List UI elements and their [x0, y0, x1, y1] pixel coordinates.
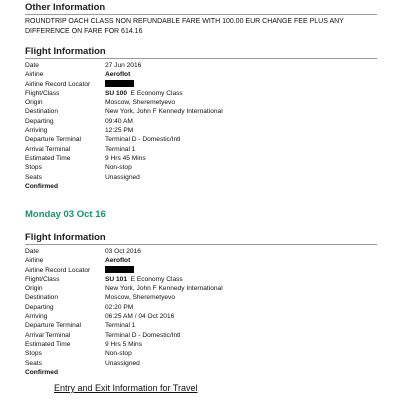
flight1-date-row	[25, 61, 377, 70]
flight1-origin-row	[25, 98, 377, 107]
flight-class-label: Flight/Class	[25, 89, 60, 97]
departing-label: Departing	[25, 303, 54, 311]
flight2-status: Confirmed	[25, 368, 58, 376]
flight-class-label: Flight/Class	[25, 275, 60, 283]
arriving-value: 12:25 PM	[105, 127, 134, 135]
divider	[25, 244, 377, 245]
dep-terminal-label: Departure Terminal	[25, 136, 81, 144]
redacted-block	[105, 266, 134, 273]
flight1-airline-row	[25, 70, 377, 79]
destination-value: New York, John F Kennedy International	[105, 108, 223, 116]
stops-label: Stops	[25, 350, 42, 358]
arr-terminal-label: Arrival Terminal	[25, 331, 71, 339]
airline-label: Airline	[25, 257, 44, 265]
flight2-departing-row	[25, 303, 377, 312]
seats-value: Unassigned	[105, 173, 140, 181]
est-time-label: Estimated Time	[25, 154, 71, 162]
origin-value: New York, John F Kennedy International	[105, 285, 223, 293]
flight2-class-row	[25, 275, 377, 284]
arriving-label: Arriving	[25, 127, 48, 135]
flight1-stops-row	[25, 163, 377, 172]
flight-number: SU 100	[105, 89, 127, 97]
dep-terminal-value: Terminal D - Domestic/Intl	[105, 136, 181, 144]
arr-terminal-label: Arrival Terminal	[25, 145, 71, 153]
dep-terminal-label: Departure Terminal	[25, 322, 81, 330]
flight2-seats-row	[25, 359, 377, 368]
locator-value	[105, 266, 134, 275]
flight1-destination-row	[25, 107, 377, 116]
flight1-arr-terminal-row	[25, 145, 377, 154]
flight2-est-time-row	[25, 340, 377, 349]
date-label: Date	[25, 248, 39, 255]
stops-label: Stops	[25, 164, 42, 172]
flight2-locator-row	[25, 266, 377, 275]
flight1-est-time-row	[25, 154, 377, 163]
flight2-airline-row	[25, 256, 377, 265]
locator-label: Airline Record Locator	[25, 80, 91, 88]
departing-value: 09:40 AM	[105, 117, 133, 125]
flight2-stops-row	[25, 349, 377, 358]
flight-class-value	[105, 275, 183, 284]
airline-label: Airline	[25, 71, 44, 79]
est-time-label: Estimated Time	[25, 340, 71, 348]
stops-value: Non-stop	[105, 164, 132, 172]
dep-terminal-value: Terminal 1	[105, 322, 136, 330]
flight2-arr-terminal-row	[25, 331, 377, 340]
airline-value: Aeroflot	[105, 257, 131, 265]
destination-value: Moscow, Sheremetyevo	[105, 294, 175, 302]
departing-value: 02:20 PM	[105, 303, 134, 311]
flight-class-value	[105, 89, 183, 98]
cabin-class: E Economy Class	[130, 89, 183, 97]
flight1-seats-row	[25, 173, 377, 182]
redacted-block	[105, 80, 134, 87]
flight2-title: Flight Information	[25, 232, 106, 243]
locator-value	[105, 80, 134, 89]
arr-terminal-value: Terminal 1	[105, 145, 136, 153]
day-heading: Monday 03 Oct 16	[25, 209, 106, 220]
flight2-date-row	[25, 247, 377, 256]
divider	[25, 58, 377, 59]
seats-value: Unassigned	[105, 359, 140, 367]
entry-exit-info-link[interactable]: Entry and Exit Information for Travel	[54, 383, 198, 393]
seats-label: Seats	[25, 359, 42, 367]
flight1-arriving-row	[25, 126, 377, 135]
flight2-destination-row	[25, 293, 377, 302]
flight2-origin-row	[25, 284, 377, 293]
seats-label: Seats	[25, 173, 42, 181]
flight1-departing-row	[25, 117, 377, 126]
date-value: 27 Jun 2016	[105, 62, 142, 69]
origin-label: Origin	[25, 99, 43, 107]
flight1-title: Flight Information	[25, 46, 106, 57]
arr-terminal-value: Terminal D - Domestic/Intl	[105, 331, 181, 339]
locator-label: Airline Record Locator	[25, 266, 91, 274]
flight2-dep-terminal-row	[25, 321, 377, 330]
airline-value: Aeroflot	[105, 71, 131, 79]
stops-value: Non-stop	[105, 350, 132, 358]
arriving-value: 06:25 AM / 04 Oct 2016	[105, 313, 175, 321]
origin-value: Moscow, Sheremetyevo	[105, 99, 175, 107]
flight1-details	[25, 61, 377, 191]
date-value: 03 Oct 2016	[105, 248, 141, 255]
est-time-value: 9 Hrs 5 Mins	[105, 340, 143, 348]
flight1-status: Confirmed	[25, 182, 58, 190]
cabin-class: E Economy Class	[130, 275, 183, 283]
flight2-arriving-row	[25, 312, 377, 321]
origin-label: Origin	[25, 285, 43, 293]
flight-number: SU 101	[105, 275, 127, 283]
destination-label: Destination	[25, 294, 58, 302]
other-info-title: Other Information	[25, 2, 106, 13]
est-time-value: 9 Hrs 45 Mins	[105, 154, 146, 162]
flight1-locator-row	[25, 80, 377, 89]
date-label: Date	[25, 62, 39, 69]
flight1-dep-terminal-row	[25, 135, 377, 144]
flight1-class-row	[25, 89, 377, 98]
flight2-details	[25, 247, 377, 377]
divider	[25, 14, 377, 15]
departing-label: Departing	[25, 117, 54, 125]
destination-label: Destination	[25, 108, 58, 116]
arriving-label: Arriving	[25, 313, 48, 321]
fare-note: ROUNDTRIP OACH CLASS NON REFUNDABLE FARE WITH 100.00 EUR CHANGE FEE PLUS ANY DIFFERENCE ON FARE FOR 614.16	[25, 18, 344, 35]
